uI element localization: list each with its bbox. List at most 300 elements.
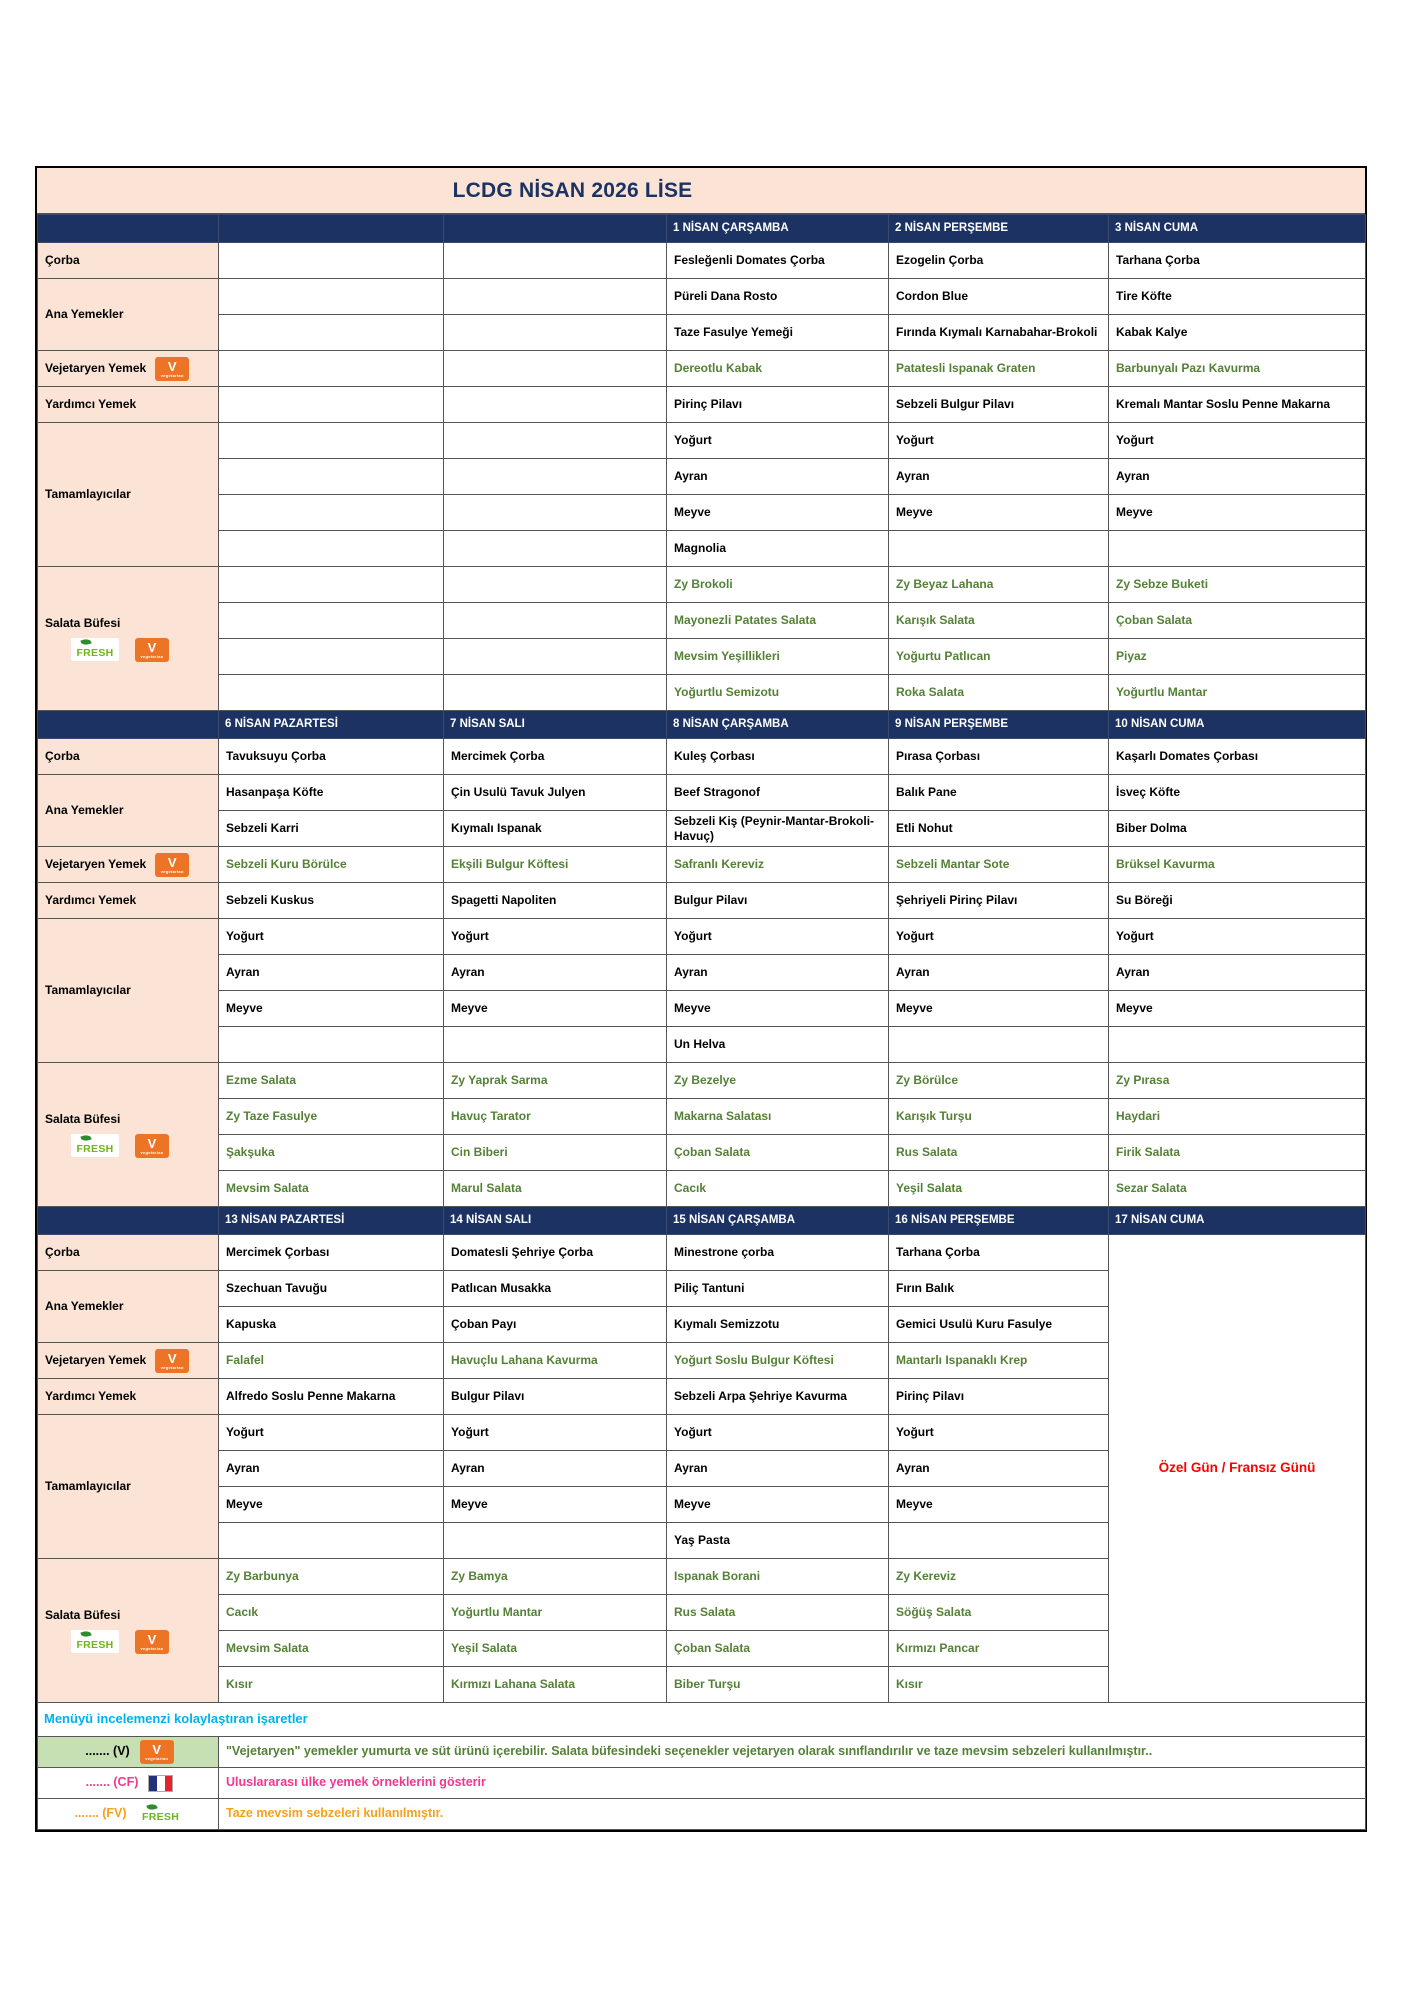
- row-label-text: Ana Yemekler: [45, 307, 124, 321]
- row-label-tamamlayicilar: [38, 919, 219, 1063]
- menu-cell: Meyve: [889, 991, 1109, 1027]
- menu-cell: [219, 315, 444, 351]
- menu-cell: Ayran: [889, 459, 1109, 495]
- row-label-ana-yemekler: [38, 279, 219, 351]
- vegetarian-icon-letter: V: [152, 1742, 162, 1757]
- fresh-icon-text: FRESH: [142, 1811, 180, 1823]
- vegetarian-icon-caption: vegetarian: [140, 1149, 164, 1155]
- menu-cell: Sezar Salata: [1109, 1171, 1366, 1207]
- menu-row: [38, 531, 1366, 567]
- day-header: 9 NİSAN PERŞEMBE: [889, 711, 1109, 739]
- menu-cell: [219, 639, 444, 675]
- menu-cell: Ayran: [889, 1451, 1109, 1487]
- menu-cell: Kuleş Çorbası: [667, 739, 889, 775]
- day-header: [219, 215, 444, 243]
- menu-cell: Mevsim Salata: [219, 1171, 444, 1207]
- vegetarian-icon: [135, 1630, 169, 1654]
- legend-key-text: ....... (FV): [74, 1806, 127, 1821]
- menu-row: [38, 847, 1366, 883]
- fresh-icon: [71, 1630, 119, 1653]
- menu-cell: Sebzeli Mantar Sote: [889, 847, 1109, 883]
- menu-cell: [889, 531, 1109, 567]
- legend-key-text: ....... (CF): [85, 1775, 139, 1790]
- menu-cell: Meyve: [667, 991, 889, 1027]
- row-label-text: Ana Yemekler: [45, 1299, 124, 1313]
- vegetarian-icon: [155, 357, 189, 381]
- row-label-text: Vejetaryen Yemek: [45, 1353, 147, 1367]
- menu-cell: [219, 675, 444, 711]
- menu-cell: [219, 243, 444, 279]
- menu-row: [38, 315, 1366, 351]
- vegetarian-icon-letter: V: [147, 1135, 157, 1151]
- menu-cell: Patlıcan Musakka: [444, 1271, 667, 1307]
- menu-cell: Cacık: [667, 1171, 889, 1207]
- vegetarian-icon-caption: vegetarian: [145, 1756, 169, 1761]
- menu-cell: Sebzeli Arpa Şehriye Kavurma: [667, 1379, 889, 1415]
- menu-cell: [444, 567, 667, 603]
- menu-cell: [1109, 531, 1366, 567]
- menu-cell: Falafel: [219, 1343, 444, 1379]
- menu-cell: Tarhana Çorba: [1109, 243, 1366, 279]
- menu-cell: Ayran: [667, 459, 889, 495]
- menu-cell: Zy Yaprak Sarma: [444, 1063, 667, 1099]
- leaf-icon: [80, 1630, 91, 1639]
- menu-cell: [1109, 1027, 1366, 1063]
- menu-cell: Makarna Salatası: [667, 1099, 889, 1135]
- menu-cell: Yoğurt: [1109, 919, 1366, 955]
- menu-cell: Magnolia: [667, 531, 889, 567]
- menu-cell: [444, 1523, 667, 1559]
- menu-cell: Tire Köfte: [1109, 279, 1366, 315]
- legend-text-v: "Vejetaryen" yemekler yumurta ve süt ürünü içerebilir. Salata büfesindeki seçenekler vejetaryen olarak sınıflandırılır ve taze mevsim sebzeleri kullanılmıştır..: [219, 1737, 1366, 1768]
- menu-cell: Etli Nohut: [889, 811, 1109, 847]
- menu-cell: [219, 351, 444, 387]
- menu-cell: Yoğurt Soslu Bulgur Köftesi: [667, 1343, 889, 1379]
- vegetarian-icon-letter: V: [167, 1350, 177, 1366]
- row-label-text: Yardımcı Yemek: [45, 397, 137, 411]
- menu-cell: Meyve: [444, 1487, 667, 1523]
- menu-cell: Ayran: [1109, 459, 1366, 495]
- menu-cell: [444, 531, 667, 567]
- fresh-icon-text: FRESH: [76, 1142, 114, 1155]
- menu-row: [38, 883, 1366, 919]
- page-title: LCDG NİSAN 2026 LİSE: [452, 178, 693, 202]
- menu-cell: Fesleğenli Domates Çorba: [667, 243, 889, 279]
- menu-cell: Kırmızı Lahana Salata: [444, 1667, 667, 1703]
- vegetarian-icon: [140, 1740, 174, 1764]
- menu-cell: Yoğurtlu Semizotu: [667, 675, 889, 711]
- menu-row: [38, 279, 1366, 315]
- menu-cell: Ayran: [444, 955, 667, 991]
- menu-cell: Spagetti Napoliten: [444, 883, 667, 919]
- menu-cell: [444, 675, 667, 711]
- menu-row: [38, 775, 1366, 811]
- day-header: 16 NİSAN PERŞEMBE: [889, 1207, 1109, 1235]
- legend-row-v: [38, 1737, 1366, 1768]
- row-label-salata-bufesi: [38, 1063, 219, 1207]
- vegetarian-icon-letter: V: [167, 358, 177, 374]
- menu-table: [37, 214, 1366, 1830]
- menu-row: [38, 1027, 1366, 1063]
- menu-cell: [444, 351, 667, 387]
- menu-cell: Safranlı Kereviz: [667, 847, 889, 883]
- row-label-corba: [38, 1235, 219, 1271]
- menu-cell: Dereotlu Kabak: [667, 351, 889, 387]
- menu-row: [38, 811, 1366, 847]
- day-header: 15 NİSAN ÇARŞAMBA: [667, 1207, 889, 1235]
- menu-cell: Sebzeli Kiş (Peynir-Mantar-Brokoli-Havuç): [667, 811, 889, 847]
- menu-cell: Yoğurt: [667, 919, 889, 955]
- menu-cell: Yoğurtu Patlıcan: [889, 639, 1109, 675]
- menu-cell: Marul Salata: [444, 1171, 667, 1207]
- row-label-yardimci-yemek: [38, 883, 219, 919]
- menu-cell: Meyve: [667, 1487, 889, 1523]
- fresh-icon-text: FRESH: [76, 1638, 114, 1651]
- row-label-vejetaryen-yemek: [38, 351, 219, 387]
- menu-cell: Gemici Usulü Kuru Fasulye: [889, 1307, 1109, 1343]
- row-label-text: Çorba: [45, 253, 80, 267]
- menu-cell: Fırın Balık: [889, 1271, 1109, 1307]
- menu-cell: Meyve: [667, 495, 889, 531]
- menu-cell: Zy Kereviz: [889, 1559, 1109, 1595]
- menu-cell: Yoğurt: [667, 423, 889, 459]
- menu-cell: Sebzeli Bulgur Pilavı: [889, 387, 1109, 423]
- leaf-icon: [146, 1802, 157, 1811]
- menu-cell: Zy Beyaz Lahana: [889, 567, 1109, 603]
- day-header: 1 NİSAN ÇARŞAMBA: [667, 215, 889, 243]
- menu-cell: Meyve: [1109, 991, 1366, 1027]
- menu-row: [38, 639, 1366, 675]
- menu-cell: Barbunyalı Pazı Kavurma: [1109, 351, 1366, 387]
- menu-row: [38, 1135, 1366, 1171]
- legend-header: Menüyü incelemenzi kolaylaştıran işaretler: [38, 1703, 1366, 1737]
- legend-text-cf: Uluslararası ülke yemek örneklerini gösterir: [219, 1768, 1366, 1799]
- menu-cell: Meyve: [1109, 495, 1366, 531]
- menu-cell: Yoğurt: [1109, 423, 1366, 459]
- menu-cell: Ekşili Bulgur Köftesi: [444, 847, 667, 883]
- menu-cell: Kısır: [889, 1667, 1109, 1703]
- legend-row-cf: [38, 1768, 1366, 1799]
- menu-cell: [444, 315, 667, 351]
- menu-cell: Sebzeli Karri: [219, 811, 444, 847]
- menu-cell: Ispanak Borani: [667, 1559, 889, 1595]
- menu-cell: Roka Salata: [889, 675, 1109, 711]
- menu-cell: Piyaz: [1109, 639, 1366, 675]
- menu-cell: Karışık Turşu: [889, 1099, 1109, 1135]
- menu-cell: Söğüş Salata: [889, 1595, 1109, 1631]
- week-2-header-row: [38, 711, 1366, 739]
- fresh-icon: [71, 638, 119, 661]
- menu-cell: [219, 1027, 444, 1063]
- french-flag-icon: [148, 1775, 173, 1792]
- menu-row: [38, 495, 1366, 531]
- menu-cell: Kabak Kalye: [1109, 315, 1366, 351]
- legend-key-v: [38, 1737, 219, 1768]
- menu-cell: Meyve: [219, 1487, 444, 1523]
- row-label-text: Çorba: [45, 749, 80, 763]
- fresh-icon: [137, 1803, 185, 1826]
- menu-cell: Havuç Tarator: [444, 1099, 667, 1135]
- menu-cell: Fırında Kıymalı Karnabahar-Brokoli: [889, 315, 1109, 351]
- menu-cell: Pırasa Çorbası: [889, 739, 1109, 775]
- day-header: 10 NİSAN CUMA: [1109, 711, 1366, 739]
- menu-cell: İsveç Köfte: [1109, 775, 1366, 811]
- menu-cell: [219, 495, 444, 531]
- vegetarian-icon: [155, 1349, 189, 1373]
- week-3-header-row: [38, 1207, 1366, 1235]
- menu-cell: Kaşarlı Domates Çorbası: [1109, 739, 1366, 775]
- menu-row: [38, 567, 1366, 603]
- menu-cell: Mercimek Çorba: [444, 739, 667, 775]
- menu-cell: Biber Dolma: [1109, 811, 1366, 847]
- menu-cell: Yoğurtlu Mantar: [1109, 675, 1366, 711]
- menu-cell: Kısır: [219, 1667, 444, 1703]
- row-label-text: Vejetaryen Yemek: [45, 361, 147, 375]
- menu-cell: [219, 423, 444, 459]
- menu-cell: Çoban Salata: [667, 1631, 889, 1667]
- menu-cell: Patatesli Ispanak Graten: [889, 351, 1109, 387]
- menu-cell: Biber Turşu: [667, 1667, 889, 1703]
- title-bar: [37, 168, 1365, 214]
- menu-cell: Çoban Salata: [667, 1135, 889, 1171]
- menu-cell: Şakşuka: [219, 1135, 444, 1171]
- week-header-corner: [38, 215, 219, 243]
- vegetarian-icon-caption: vegetarian: [160, 1364, 184, 1370]
- menu-cell: Firik Salata: [1109, 1135, 1366, 1171]
- menu-cell: [219, 531, 444, 567]
- legend-text-fv: Taze mevsim sebzeleri kullanılmıştır.: [219, 1799, 1366, 1830]
- menu-cell: Ayran: [667, 1451, 889, 1487]
- menu-cell: Püreli Dana Rosto: [667, 279, 889, 315]
- menu-cell: Zy Bezelye: [667, 1063, 889, 1099]
- menu-cell: Yoğurtlu Mantar: [444, 1595, 667, 1631]
- menu-cell: Çoban Salata: [1109, 603, 1366, 639]
- row-label-yardimci-yemek: [38, 1379, 219, 1415]
- menu-cell: Kırmızı Pancar: [889, 1631, 1109, 1667]
- menu-cell: Cordon Blue: [889, 279, 1109, 315]
- menu-cell: Su Böreği: [1109, 883, 1366, 919]
- row-label-text: Tamamlayıcılar: [45, 487, 131, 501]
- menu-cell: Ezogelin Çorba: [889, 243, 1109, 279]
- row-label-text: Salata Büfesi: [45, 615, 121, 630]
- menu-cell: Yeşil Salata: [444, 1631, 667, 1667]
- row-label-salata-bufesi: [38, 1559, 219, 1703]
- menu-cell: [444, 603, 667, 639]
- menu-cell: Alfredo Soslu Penne Makarna: [219, 1379, 444, 1415]
- menu-cell: Piliç Tantuni: [667, 1271, 889, 1307]
- vegetarian-icon: [135, 638, 169, 662]
- menu-row: [38, 351, 1366, 387]
- day-header: 7 NİSAN SALI: [444, 711, 667, 739]
- menu-cell: Meyve: [219, 991, 444, 1027]
- menu-row: [38, 387, 1366, 423]
- row-label-text: Salata Büfesi: [45, 1111, 121, 1126]
- menu-cell: Zy Sebze Buketi: [1109, 567, 1366, 603]
- menu-cell: Yoğurt: [889, 919, 1109, 955]
- row-label-text: Yardımcı Yemek: [45, 893, 137, 907]
- menu-cell: [444, 639, 667, 675]
- menu-row: [38, 423, 1366, 459]
- menu-cell: Mevsim Salata: [219, 1631, 444, 1667]
- menu-cell: [219, 459, 444, 495]
- week-header-corner: [38, 1207, 219, 1235]
- menu-row: [38, 955, 1366, 991]
- menu-cell: Ayran: [219, 955, 444, 991]
- menu-cell: Taze Fasulye Yemeği: [667, 315, 889, 351]
- menu-cell: Kremalı Mantar Soslu Penne Makarna: [1109, 387, 1366, 423]
- vegetarian-icon-letter: V: [167, 854, 177, 870]
- legend-header-row: [38, 1703, 1366, 1737]
- legend-row-fv: [38, 1799, 1366, 1830]
- leaf-icon: [80, 1134, 91, 1143]
- row-label-text: Salata Büfesi: [45, 1607, 121, 1622]
- menu-cell: Yeşil Salata: [889, 1171, 1109, 1207]
- menu-cell: Zy Börülce: [889, 1063, 1109, 1099]
- menu-row: [38, 919, 1366, 955]
- vegetarian-icon-caption: vegetarian: [160, 372, 184, 378]
- menu-cell: Zy Barbunya: [219, 1559, 444, 1595]
- legend-key-cf: [38, 1768, 219, 1799]
- legend-key-fv: [38, 1799, 219, 1830]
- vegetarian-icon: [155, 853, 189, 877]
- menu-cell: Domatesli Şehriye Çorba: [444, 1235, 667, 1271]
- vegetarian-icon-letter: V: [147, 1631, 157, 1647]
- menu-cell: Zy Brokoli: [667, 567, 889, 603]
- day-header: [444, 215, 667, 243]
- special-day-cell: Özel Gün / Fransız Günü: [1109, 1235, 1366, 1703]
- menu-row: [38, 1171, 1366, 1207]
- menu-cell: [219, 603, 444, 639]
- menu-cell: Zy Taze Fasulye: [219, 1099, 444, 1135]
- menu-row: [38, 243, 1366, 279]
- menu-cell: [444, 495, 667, 531]
- menu-cell: Rus Salata: [667, 1595, 889, 1631]
- leaf-icon: [80, 638, 91, 647]
- day-header: 14 NİSAN SALI: [444, 1207, 667, 1235]
- menu-cell: [219, 1523, 444, 1559]
- menu-cell: Ayran: [219, 1451, 444, 1487]
- menu-cell: [444, 459, 667, 495]
- menu-cell: Yoğurt: [219, 919, 444, 955]
- menu-sheet: [35, 166, 1367, 1832]
- row-label-tamamlayicilar: [38, 1415, 219, 1559]
- row-label-text: Yardımcı Yemek: [45, 1389, 137, 1403]
- menu-cell: [444, 1027, 667, 1063]
- menu-cell: Havuçlu Lahana Kavurma: [444, 1343, 667, 1379]
- row-label-vejetaryen-yemek: [38, 847, 219, 883]
- week-1-header-row: [38, 215, 1366, 243]
- row-label-corba: [38, 243, 219, 279]
- menu-cell: Hasanpaşa Köfte: [219, 775, 444, 811]
- menu-row: [38, 603, 1366, 639]
- menu-cell: Ayran: [444, 1451, 667, 1487]
- menu-cell: Brüksel Kavurma: [1109, 847, 1366, 883]
- menu-cell: Yoğurt: [219, 1415, 444, 1451]
- day-header: 8 NİSAN ÇARŞAMBA: [667, 711, 889, 739]
- menu-cell: Zy Pırasa: [1109, 1063, 1366, 1099]
- menu-cell: Tarhana Çorba: [889, 1235, 1109, 1271]
- row-label-vejetaryen-yemek: [38, 1343, 219, 1379]
- row-label-text: Vejetaryen Yemek: [45, 857, 147, 871]
- menu-cell: [889, 1523, 1109, 1559]
- menu-cell: Kıymalı Ispanak: [444, 811, 667, 847]
- menu-cell: [444, 423, 667, 459]
- day-header: 6 NİSAN PAZARTESİ: [219, 711, 444, 739]
- menu-cell: [889, 1027, 1109, 1063]
- day-header: 13 NİSAN PAZARTESİ: [219, 1207, 444, 1235]
- menu-row: [38, 675, 1366, 711]
- menu-row: [38, 739, 1366, 775]
- menu-cell: Yoğurt: [889, 423, 1109, 459]
- menu-cell: Yoğurt: [889, 1415, 1109, 1451]
- week-header-corner: [38, 711, 219, 739]
- menu-cell: Mayonezli Patates Salata: [667, 603, 889, 639]
- menu-cell: [444, 243, 667, 279]
- menu-cell: Beef Stragonof: [667, 775, 889, 811]
- menu-row: [38, 991, 1366, 1027]
- menu-cell: Çoban Payı: [444, 1307, 667, 1343]
- menu-cell: Yaş Pasta: [667, 1523, 889, 1559]
- menu-cell: Kıymalı Semizzotu: [667, 1307, 889, 1343]
- menu-row: [38, 459, 1366, 495]
- menu-cell: Ayran: [1109, 955, 1366, 991]
- menu-cell: Ezme Salata: [219, 1063, 444, 1099]
- day-header: 2 NİSAN PERŞEMBE: [889, 215, 1109, 243]
- row-label-ana-yemekler: [38, 1271, 219, 1343]
- menu-cell: Yoğurt: [444, 919, 667, 955]
- menu-cell: Meyve: [889, 1487, 1109, 1523]
- vegetarian-icon-caption: vegetarian: [140, 653, 164, 659]
- menu-cell: Balık Pane: [889, 775, 1109, 811]
- menu-cell: Haydari: [1109, 1099, 1366, 1135]
- menu-cell: [444, 387, 667, 423]
- menu-cell: Meyve: [444, 991, 667, 1027]
- legend-key-text: ....... (V): [85, 1744, 130, 1759]
- vegetarian-icon-caption: vegetarian: [160, 868, 184, 874]
- row-label-corba: [38, 739, 219, 775]
- menu-cell: Kapuska: [219, 1307, 444, 1343]
- row-label-ana-yemekler: [38, 775, 219, 847]
- menu-cell: Bulgur Pilavı: [444, 1379, 667, 1415]
- menu-cell: Ayran: [889, 955, 1109, 991]
- menu-cell: Un Helva: [667, 1027, 889, 1063]
- fresh-icon: [71, 1134, 119, 1157]
- menu-cell: Yoğurt: [667, 1415, 889, 1451]
- menu-cell: [219, 387, 444, 423]
- vegetarian-icon-letter: V: [147, 639, 157, 655]
- menu-cell: Şehriyeli Pirinç Pilavı: [889, 883, 1109, 919]
- menu-cell: Meyve: [889, 495, 1109, 531]
- menu-cell: [444, 279, 667, 315]
- menu-cell: Cin Biberi: [444, 1135, 667, 1171]
- menu-cell: Sebzeli Kuru Börülce: [219, 847, 444, 883]
- menu-cell: Ayran: [667, 955, 889, 991]
- row-label-tamamlayicilar: [38, 423, 219, 567]
- menu-cell: Pirinç Pilavı: [667, 387, 889, 423]
- menu-cell: Karışık Salata: [889, 603, 1109, 639]
- menu-row: [38, 1235, 1366, 1271]
- menu-cell: Szechuan Tavuğu: [219, 1271, 444, 1307]
- menu-cell: Yoğurt: [444, 1415, 667, 1451]
- menu-cell: Cacık: [219, 1595, 444, 1631]
- row-label-text: Tamamlayıcılar: [45, 1479, 131, 1493]
- menu-row: [38, 1099, 1366, 1135]
- menu-cell: Çin Usulü Tavuk Julyen: [444, 775, 667, 811]
- menu-cell: Rus Salata: [889, 1135, 1109, 1171]
- menu-cell: Mantarlı Ispanaklı Krep: [889, 1343, 1109, 1379]
- fresh-icon-text: FRESH: [76, 646, 114, 659]
- row-label-yardimci-yemek: [38, 387, 219, 423]
